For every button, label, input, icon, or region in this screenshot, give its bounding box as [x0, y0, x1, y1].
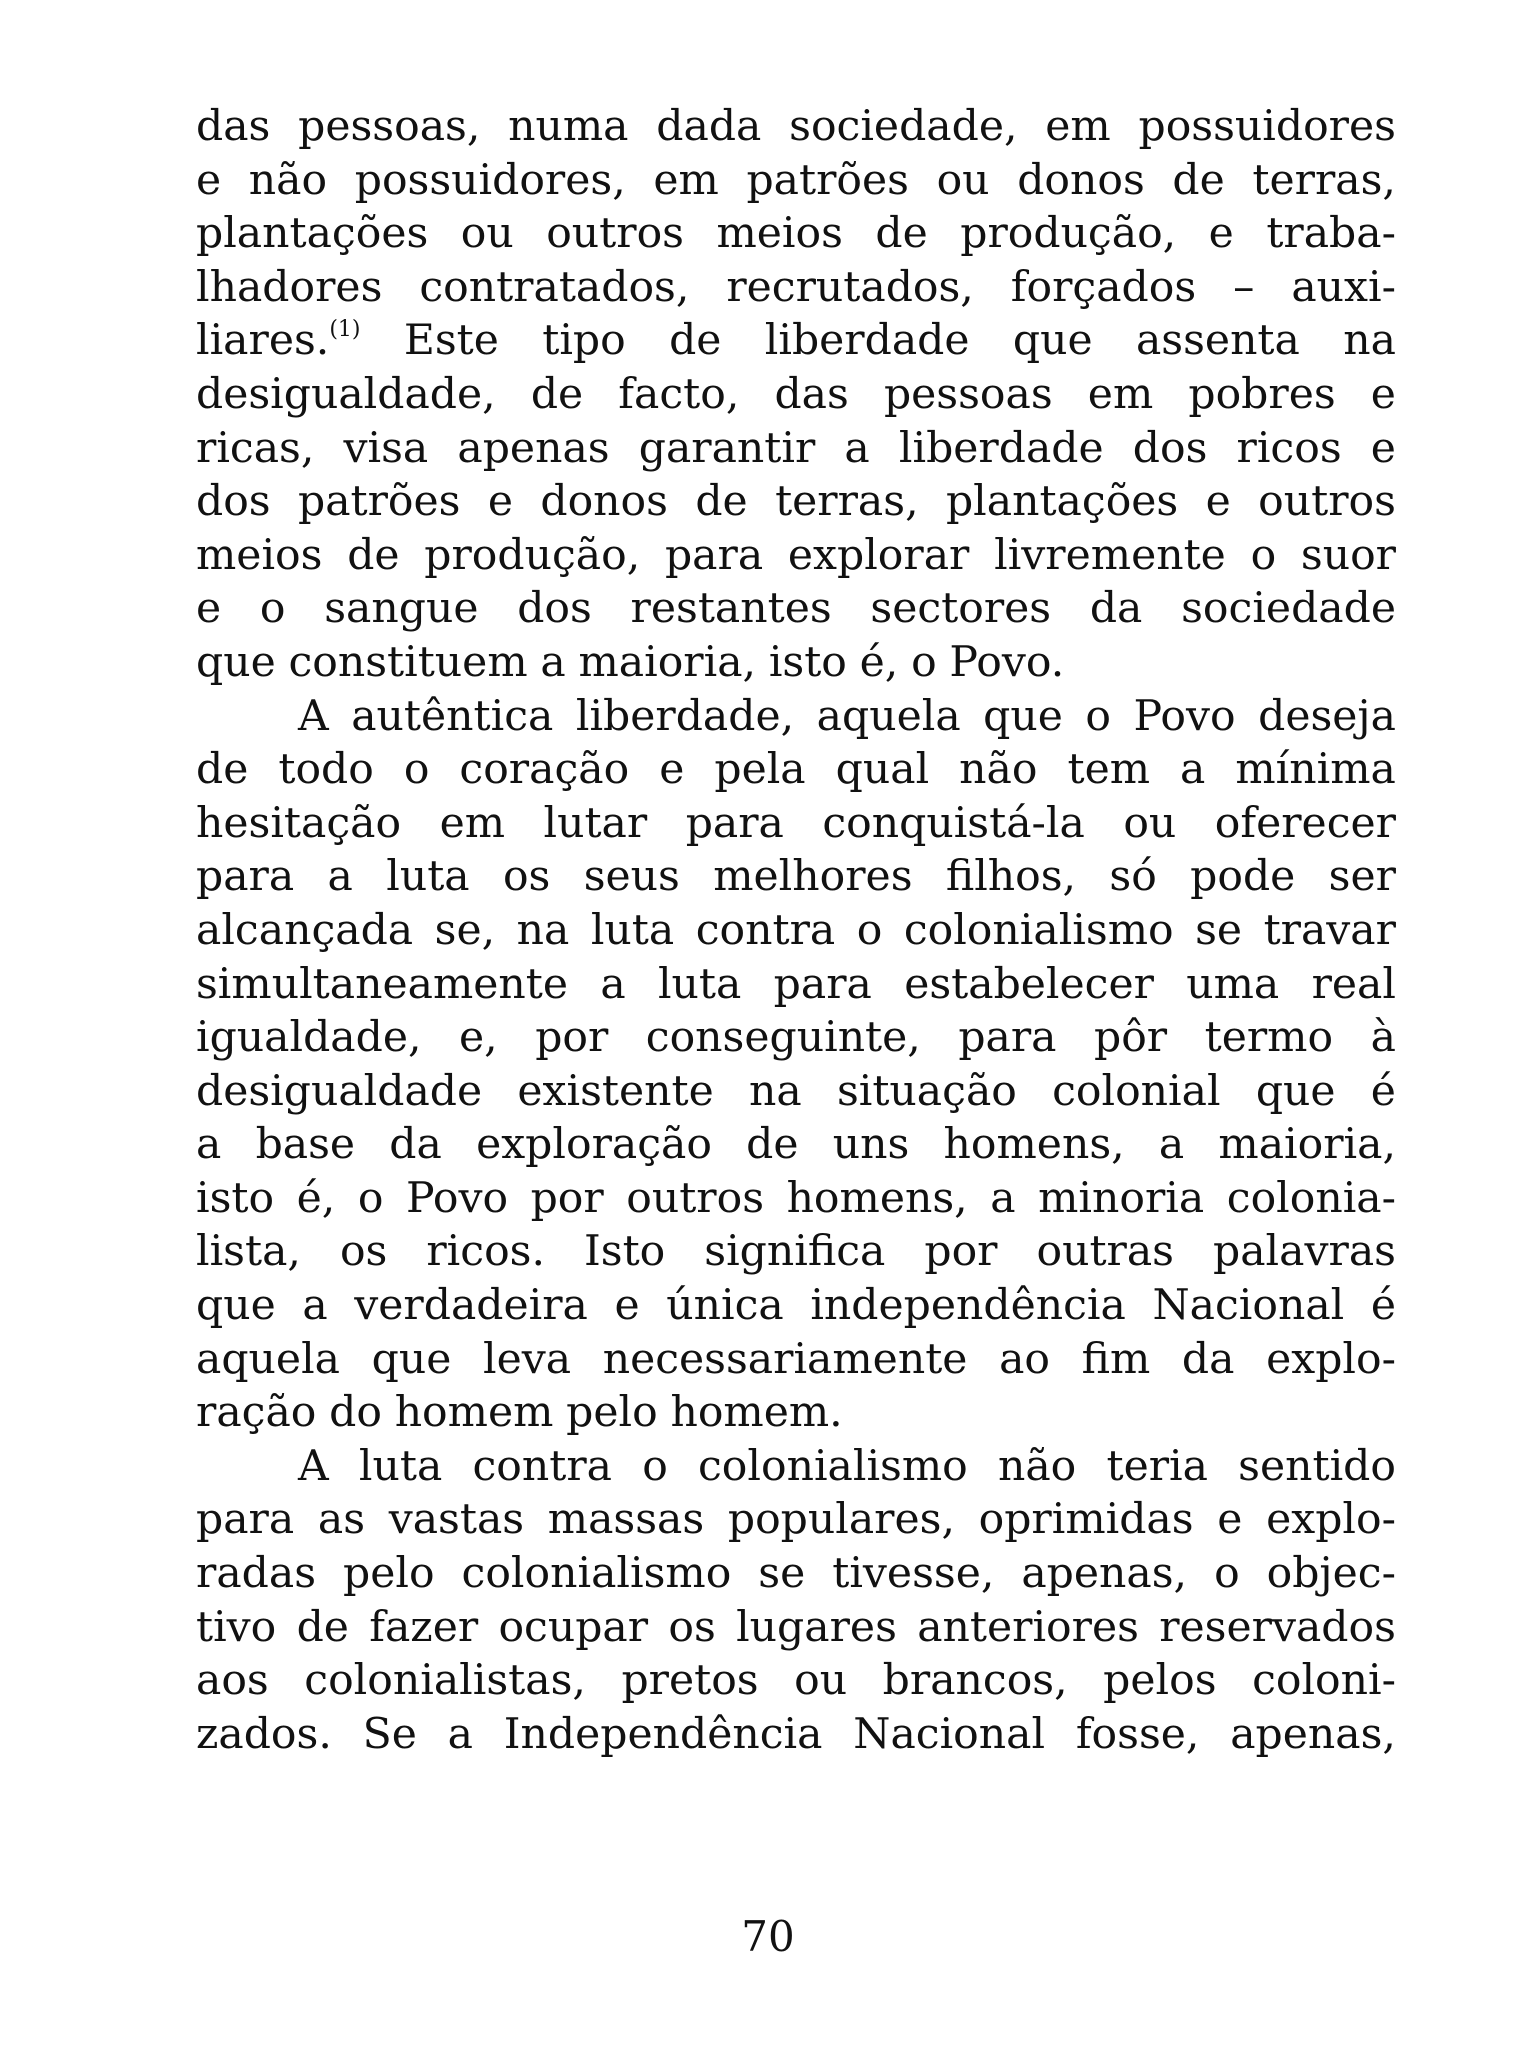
text-line: meios de produção, para explorar livremente o suor — [196, 530, 1396, 580]
footnote-marker: (1) — [329, 317, 361, 343]
text-line: desigualdade, de facto, das pessoas em pobres e — [196, 369, 1396, 419]
text-line: ração do homem pelo homem. — [196, 1388, 843, 1438]
text-line: e não possuidores, em patrões ou donos de terras, — [196, 155, 1396, 205]
text-line: isto é, o Povo por outros homens, a minoria colonia- — [196, 1173, 1396, 1223]
text-line: A luta contra o colonialismo não teria sentido — [298, 1441, 1396, 1491]
text-line: desigualdade existente na situação colonial que é — [196, 1066, 1396, 1116]
text-line: que a verdadeira e única independência Nacional é — [196, 1281, 1396, 1331]
text-line: radas pelo colonialismo se tivesse, apenas, o objec- — [196, 1549, 1396, 1599]
text-line: e o sangue dos restantes sectores da sociedade — [196, 584, 1396, 634]
text-line: para a luta os seus melhores filhos, só pode ser — [196, 852, 1396, 902]
text-line: aos colonialistas, pretos ou brancos, pelos coloni- — [196, 1656, 1396, 1706]
text-line: para as vastas massas populares, oprimidas e explo- — [196, 1495, 1396, 1545]
text-line: A autêntica liberdade, aquela que o Povo deseja — [298, 691, 1396, 741]
text-line: zados. Se a Independência Nacional fosse, apenas, — [196, 1709, 1396, 1759]
text-line: tivo de fazer ocupar os lugares anteriores reservados — [196, 1602, 1396, 1652]
text-line: ricas, visa apenas garantir a liberdade dos ricos e — [196, 423, 1396, 473]
text-line: das pessoas, numa dada sociedade, em possuidores — [196, 102, 1396, 151]
text-line: de todo o coração e pela qual não tem a mínima — [196, 745, 1396, 795]
text-line: dos patrões e donos de terras, plantações e outros — [196, 477, 1396, 527]
text-line: alcançada se, na luta contra o colonialismo se travar — [196, 905, 1396, 955]
text-line: igualdade, e, por conseguinte, para pôr termo à — [196, 1013, 1396, 1063]
page-number: 70 — [741, 1912, 795, 1961]
text-line: que constituem a maioria, isto é, o Povo. — [196, 637, 1065, 687]
text-line: plantações ou outros meios de produção, e traba- — [196, 209, 1396, 259]
text-line: liares.$^{(1)}$ Este tipo de liberdade que assenta na — [196, 316, 1396, 366]
text-line: lista, os ricos. Isto significa por outras palavras — [196, 1227, 1396, 1277]
text-line: a base da exploração de uns homens, a maioria, — [196, 1120, 1396, 1170]
text-line: hesitação em lutar para conquistá-la ou oferecer — [196, 798, 1396, 848]
text-line: lhadores contratados, recrutados, forçados – auxi- — [196, 262, 1396, 312]
text-line: simultaneamente a luta para estabelecer uma real — [196, 959, 1396, 1009]
body-text — [196, 100, 1396, 1761]
text-line: aquela que leva necessariamente ao fim da explo- — [196, 1334, 1396, 1384]
